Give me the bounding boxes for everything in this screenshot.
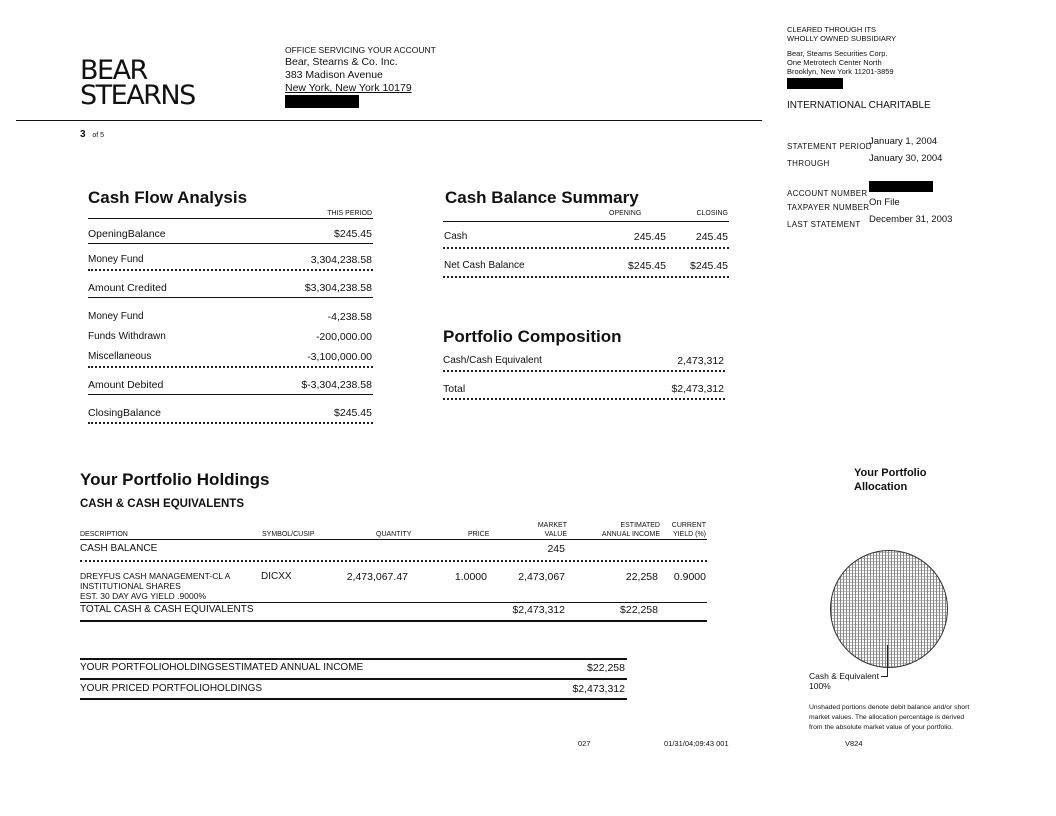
dreyfus-quantity: 2,473,067.47 (346, 571, 408, 583)
portfolio-composition-row (443, 382, 725, 400)
total-label: TOTAL CASH & CASH EQUIVALENTS (80, 604, 254, 615)
cash-balance-row (443, 259, 729, 278)
cash-flow-col-header (88, 210, 373, 219)
cash-flow-row-label: Miscellaneous (88, 351, 152, 362)
summary-priced-value: $2,473,312 (572, 683, 625, 695)
slice-pct: 100% (809, 681, 831, 691)
col-quantity: QUANTITY (376, 531, 412, 538)
summary-income-row (80, 662, 627, 680)
clearing-street: One Metrotech Center North (787, 58, 882, 67)
office-city: New York, New York 10179 (285, 82, 412, 94)
allocation-title-2: Allocation (854, 481, 908, 493)
dreyfus-price: 1.0000 (454, 571, 487, 583)
page-of: of 5 (92, 132, 105, 139)
allocation-note (809, 703, 969, 733)
cash-balance-open: $245.45 (628, 260, 666, 272)
dreyfus-description (80, 571, 230, 601)
clearing-block (787, 25, 896, 94)
closing-label: CLOSING (696, 210, 728, 217)
dreyfus-symbol: DICXX (261, 571, 292, 582)
account-name: INTERNATIONAL CHARITABLE (787, 100, 931, 111)
office-heading: OFFICE SERVICING YOUR ACCOUNT (285, 45, 436, 55)
cash-flow-row-value: $3,304,238.58 (304, 282, 372, 294)
col-ei-1: ESTIMATED (620, 522, 660, 529)
col-description: DESCRIPTION (80, 531, 128, 538)
redacted-block (285, 95, 359, 108)
portfolio-composition-title: Portfolio Composition (443, 327, 622, 346)
cash-flow-row-value: $245.45 (334, 407, 372, 419)
clearing-line-2: WHOLLY OWNED SUBSIDIARY (787, 34, 897, 43)
allocation-pie-chart (830, 550, 948, 668)
cash-flow-row-value: -4,238.58 (327, 311, 372, 323)
portfolio-composition-value: $2,473,312 (671, 383, 724, 395)
summary-priced-label: YOUR PRICED PORTFOLIOHOLDINGS (80, 683, 263, 694)
portfolio-composition-row (443, 354, 725, 372)
dreyfus-line-1: DREYFUS CASH MANAGEMENT-CL A (80, 571, 231, 581)
summary-income-value: $22,258 (587, 662, 625, 674)
allocation-title (854, 466, 927, 494)
note-line-1: Unshaded portions denote debit balance and/or short (809, 704, 970, 711)
dreyfus-market-value: 2,473,067 (518, 571, 565, 583)
col-ei-2: ANNUAL INCOME (601, 531, 660, 538)
cash-flow-row-value: -3,100,000.00 (307, 351, 372, 363)
summary-top-rule (80, 658, 627, 660)
summary-priced-row (80, 683, 627, 700)
pie-leader-tick (881, 676, 887, 677)
redacted-block (787, 78, 843, 89)
cash-flow-row (88, 378, 373, 395)
period-label: STATEMENT PERIOD (787, 142, 872, 151)
cash-balance-row (80, 543, 707, 562)
cash-flow-row (88, 310, 373, 326)
cash-flow-row-label: OpeningBalance (88, 228, 166, 240)
office-name: Bear, Stearns & Co. Inc. (285, 56, 398, 68)
col-estimated-income (602, 521, 660, 539)
col-mv-2: VALUE (544, 531, 567, 538)
footer-timestamp: 01/31/04;09:43 001 (664, 739, 729, 748)
cash-flow-row-value: 3,304,238.58 (310, 254, 372, 266)
cash-flow-row-label: Money Fund (88, 311, 144, 322)
this-period-label: THIS PERIOD (327, 210, 372, 217)
cash-flow-row-label: Amount Debited (88, 379, 164, 391)
portfolio-composition-label: Total (443, 383, 466, 395)
header-rule (16, 120, 762, 121)
cash-balance-close: 245.45 (695, 231, 728, 243)
cash-balance-label: Cash (444, 231, 468, 242)
through-value: January 30, 2004 (869, 153, 943, 164)
taxpayer-label: TAXPAYER NUMBER (787, 203, 870, 212)
opening-label: OPENING (609, 210, 642, 217)
cash-flow-row-value: -200,000.00 (315, 331, 372, 343)
holdings-total-row (80, 604, 707, 622)
total-estimated-income: $22,258 (620, 604, 658, 616)
dreyfus-current-yield: 0.9000 (673, 571, 706, 583)
note-line-2: market values. The allocation percentage is derived (809, 714, 965, 721)
dreyfus-row (80, 571, 707, 603)
bear-stearns-logo (80, 55, 195, 111)
office-street: 383 Madison Avenue (285, 69, 383, 81)
col-market-value (538, 521, 567, 539)
clearing-line-1: CLEARED THROUGH ITS (787, 25, 877, 34)
dreyfus-line-2: INSTITUTIONAL SHARES (80, 581, 181, 591)
total-market-value: $2,473,312 (512, 604, 565, 616)
last-statement-value: December 31, 2003 (869, 214, 953, 225)
cash-balance-label: CASH BALANCE (80, 543, 158, 554)
page-number (80, 129, 104, 140)
cash-flow-row-label: Money Fund (88, 254, 144, 265)
col-mv-1: MARKET (537, 522, 567, 529)
footer-code-1: 027 (578, 739, 591, 748)
statement-info (787, 136, 967, 228)
cash-flow-title: Cash Flow Analysis (88, 188, 248, 207)
cash-flow-row-value: $-3,304,238.58 (301, 379, 372, 391)
portfolio-composition-label: Cash/Cash Equivalent (443, 355, 542, 366)
last-statement-label: LAST STATEMENT (787, 220, 861, 229)
col-symbol: SYMBOL/CUSIP (262, 531, 315, 538)
allocation-legend (809, 671, 879, 691)
redacted-account (869, 181, 933, 192)
pie-leader-line (887, 645, 888, 677)
dreyfus-line-3: EST. 30 DAY AVG YIELD .9000% (80, 591, 206, 601)
cash-balance-label: Net Cash Balance (444, 260, 525, 271)
clearing-name: Bear, Steams Securities Corp. (787, 49, 888, 58)
col-current-yield (672, 521, 706, 539)
dreyfus-estimated-income: 22,258 (625, 571, 658, 583)
col-price: PRICE (468, 531, 490, 538)
cash-flow-row (88, 227, 373, 244)
period-value: January 1, 2004 (869, 136, 938, 147)
portfolio-composition-value: 2,473,312 (677, 355, 724, 367)
col-cy-2: YIELD (%) (672, 531, 706, 538)
cash-flow-row (88, 330, 373, 346)
cash-flow-row-label: Amount Credited (88, 282, 167, 294)
holdings-subtitle: CASH & CASH EQUIVALENTS (80, 498, 244, 510)
summary-income-label: YOUR PORTFOLIOHOLDINGSESTIMATED ANNUAL INCOME (80, 662, 364, 673)
holdings-header (80, 521, 707, 540)
cash-flow-row-label: ClosingBalance (88, 407, 161, 419)
page-num: 3 (80, 129, 86, 140)
taxpayer-value: On File (869, 197, 900, 208)
cash-flow-row (88, 350, 373, 368)
cash-balance-open: 245.45 (633, 231, 666, 243)
slice-label: Cash & Equivalent (809, 671, 879, 681)
through-label: THROUGH (787, 159, 830, 168)
clearing-city: Brooklyn, New York 11201-3859 (787, 67, 894, 76)
cash-flow-row-label: Funds Withdrawn (88, 331, 166, 342)
cash-balance-value: 245 (547, 543, 565, 555)
cash-flow-row-value: $245.45 (334, 228, 372, 240)
cash-balance-close: $245.45 (690, 260, 728, 272)
allocation-title-1: Your Portfolio (854, 467, 927, 479)
holdings-title: Your Portfolio Holdings (80, 470, 270, 489)
cash-flow-row (88, 253, 373, 271)
cash-balance-row (443, 230, 729, 249)
office-block (285, 44, 436, 113)
cash-balance-col-header (443, 210, 729, 222)
cash-flow-row (88, 406, 373, 424)
logo-line-2: STEARNS (80, 80, 195, 111)
footer-code-2: V824 (845, 739, 863, 748)
logo-line-1: BEAR (80, 55, 147, 86)
cash-balance-title: Cash Balance Summary (445, 188, 639, 207)
account-label: ACCOUNT NUMBER (787, 189, 868, 198)
note-line-3: from the absolute market value of your portfolio. (809, 724, 953, 731)
cash-flow-row (88, 281, 373, 298)
col-cy-1: CURRENT (671, 522, 706, 529)
